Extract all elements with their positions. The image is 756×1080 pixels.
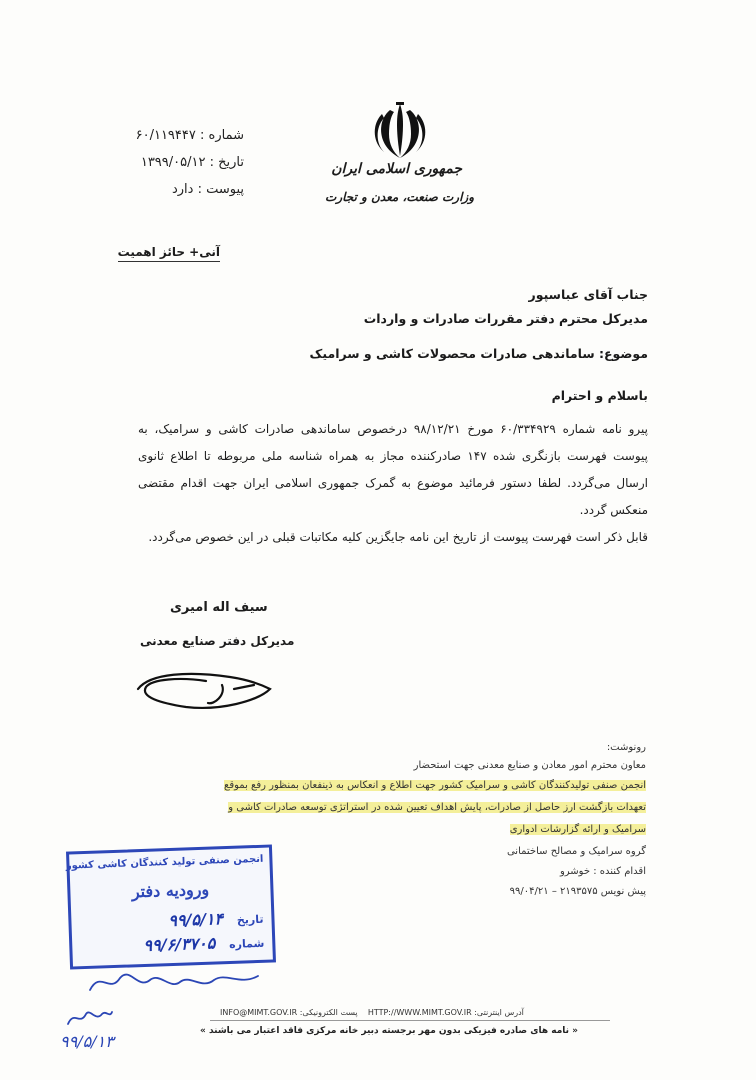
- ministry-name: وزارت صنعت، معدن و تجارت: [325, 190, 474, 204]
- letter-attachment: [74, 182, 244, 197]
- footer-address-label: آدرس اینترنتی:: [474, 1008, 524, 1017]
- incoming-stamp: [66, 844, 276, 969]
- stamp-number-label: شماره: [228, 936, 265, 951]
- stamp-type: ورودیه دفتر: [131, 879, 210, 902]
- footer-website: HTTP://WWW.MIMT.GOV.IR: [367, 1008, 472, 1017]
- date-value: ۱۳۹۹/۰۵/۱۲: [140, 155, 206, 170]
- footer-divider: [210, 1020, 610, 1021]
- cc-heading: رونوشت:: [606, 742, 646, 753]
- body-paragraph-2: قابل ذکر است فهرست پیوست از تاریخ این نامه جایگزین کلیه مکاتبات قبلی در این خصوص می‌گردد.: [148, 530, 648, 544]
- number-label: شماره :: [200, 128, 244, 143]
- date-label: تاریخ :: [209, 155, 244, 170]
- priority-label: آنی+ حائز اهمیت: [118, 245, 220, 262]
- handwritten-signature-icon: [130, 655, 280, 715]
- stamp-date-value: ۹۹/۵/۱۴: [167, 909, 224, 931]
- recipient-title: مدیرکل محترم دفتر مقررات صادرات و واردات: [363, 311, 648, 326]
- cc-line: معاون محترم امور معادن و صنایع معدنی جهت استحضار: [413, 760, 646, 771]
- stamp-date-row: [168, 908, 264, 930]
- greeting: باسلام و احترام: [551, 388, 648, 403]
- footer-validity-note: « نامه های صادره فیزیکی بدون مهر برجسته دبیر خانه مرکزی فاقد اعتبار می باشند »: [200, 1026, 578, 1036]
- body-paragraph-1: پیرو نامه شماره ۶۰/۳۳۴۹۲۹ مورخ ۹۸/۱۲/۲۱ درخصوص ساماندهی صادرات کاشی و سرامیک، به پیوست فهرست بازنگری شده ۱۴۷ صادرکننده مجاز به همراه شناسه ملی مربوطه تا اطلاع ثانوی ارسال می‌گردد. لطفا دستور فرمائید موضوع به گمرک جمهوری اسلامی ایران جهت اقدام مقتضی منعکس گردد.: [138, 422, 648, 517]
- cc-line: اقدام کننده : خوشرو: [559, 866, 646, 877]
- handwritten-scribble-icon: [80, 960, 270, 1000]
- stamp-number-value: ۹۹/۶/۳۷۰۵: [143, 933, 216, 955]
- government-name: جمهوری اسلامی ایران: [331, 161, 462, 177]
- handwritten-initials-icon: [64, 1004, 114, 1030]
- stamp-org: انجمن صنفی تولید کنندگان کاشی کشور: [65, 853, 264, 872]
- cc-line: تعهدات بازگشت ارز حاصل از صادرات، پایش اهداف تعیین شده در استراتژی توسعه صادرات کاشی و: [228, 802, 646, 813]
- cc-line: سرامیک و ارائه گزارشات ادواری: [509, 824, 646, 835]
- footer-email: INFO@MIMT.GOV.IR: [220, 1008, 298, 1017]
- stamp-number-row: [143, 932, 264, 955]
- cc-line: انجمن صنفی تولیدکنندگان کاشی و سرامیک کشور جهت اطلاع و انعکاس به ذینفعان بمنظور رفع بموقع: [224, 780, 646, 791]
- handwritten-date: ۹۹/۵/۱۳: [60, 1032, 114, 1051]
- letter-number: [74, 128, 244, 143]
- subject-line: موضوع: ساماندهی صادرات محصولات کاشی و سرامیک: [309, 346, 648, 361]
- cc-line: گروه سرامیک و مصالح ساختمانی: [506, 846, 646, 857]
- cc-line: پیش نویس ۲۱۹۳۵۷۵ – ۹۹/۰۴/۲۱: [509, 886, 646, 897]
- iran-emblem-icon: [360, 100, 440, 166]
- number-value: ۶۰/۱۱۹۴۴۷: [135, 128, 196, 143]
- footer-contact: [220, 1008, 524, 1017]
- letter-date: [74, 155, 244, 170]
- signer-title: مدیرکل دفتر صنایع معدنی: [140, 634, 295, 648]
- attachment-label: پیوست :: [197, 182, 244, 197]
- recipient-name: جناب آقای عباسپور: [528, 287, 648, 302]
- letter-body: [138, 416, 648, 551]
- stamp-date-label: تاریخ: [236, 912, 264, 927]
- attachment-value: دارد: [171, 182, 194, 197]
- signer-name: سیف اله امیری: [170, 600, 268, 615]
- footer-email-label: پست الکترونیکی:: [299, 1008, 358, 1017]
